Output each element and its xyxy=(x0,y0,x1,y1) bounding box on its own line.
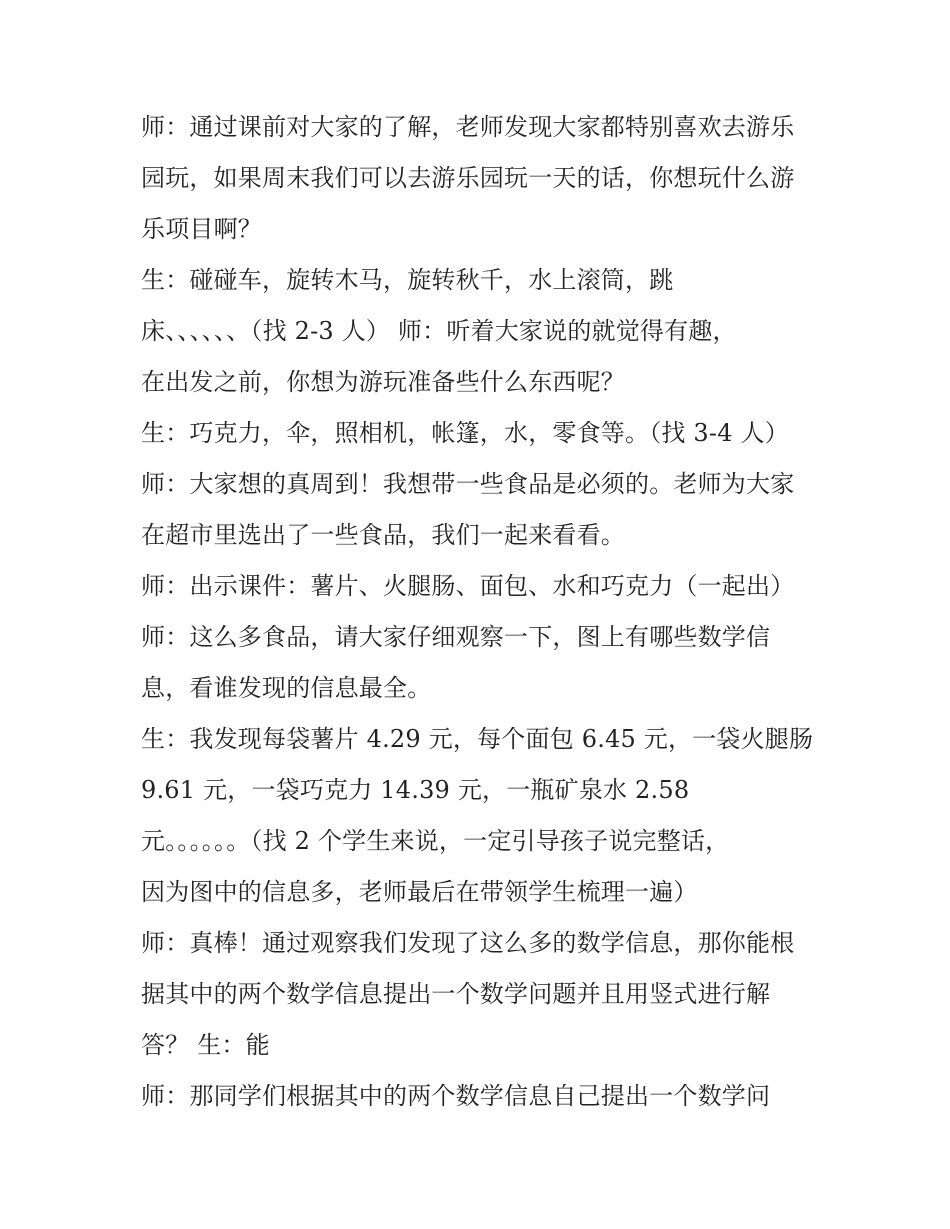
text-line: 生：碰碰车，旋转木马，旋转秋千，水上滚筒，跳 xyxy=(141,266,674,294)
text-line: 生：巧克力，伞，照相机，帐篷，水，零食等。（找 3-4 人） xyxy=(141,419,789,447)
text-line: 生：我发现每袋薯片 4.29 元，每个面包 6.45 元，一袋火腿肠 xyxy=(141,725,814,753)
text-line: 乐项目啊？ xyxy=(141,215,262,243)
text-line: 师：这么多食品，请大家仔细观察一下，图上有哪些数学信 xyxy=(141,623,771,651)
text-line: 在超市里选出了一些食品，我们一起来看看。 xyxy=(141,521,625,549)
text-line: 答？ 生：能 xyxy=(141,1031,270,1059)
text-line: 师：大家想的真周到！我想带一些食品是必须的。老师为大家 xyxy=(141,470,795,498)
text-line: 息，看谁发现的信息最全。 xyxy=(141,674,432,702)
text-line: 园玩，如果周末我们可以去游乐园玩一天的话，你想玩什么游 xyxy=(141,164,795,192)
text-line: 据其中的两个数学信息提出一个数学问题并且用竖式进行解 xyxy=(141,980,771,1008)
text-line: 在出发之前，你想为游玩准备些什么东西呢？ xyxy=(141,368,625,396)
text-line: 师：那同学们根据其中的两个数学信息自己提出一个数学问 xyxy=(141,1082,771,1110)
text-line: 因为图中的信息多，老师最后在带领学生梳理一遍） xyxy=(141,878,698,906)
text-line: 元。。。。。。（找 2 个学生来说，一定引导孩子说完整话， xyxy=(141,827,730,855)
text-line: 师：真棒！通过观察我们发现了这么多的数学信息，那你能根 xyxy=(141,929,795,957)
text-line: 师：通过课前对大家的了解，老师发现大家都特别喜欢去游乐 xyxy=(141,113,795,141)
text-line: 床、、、、、、（找 2-3 人） 师：听着大家说的就觉得有趣， xyxy=(141,317,737,345)
text-line: 师：出示课件：薯片、火腿肠、面包、水和巧克力（一起出） xyxy=(141,572,795,600)
text-line: 9.61 元，一袋巧克力 14.39 元，一瓶矿泉水 2.58 xyxy=(141,776,690,804)
